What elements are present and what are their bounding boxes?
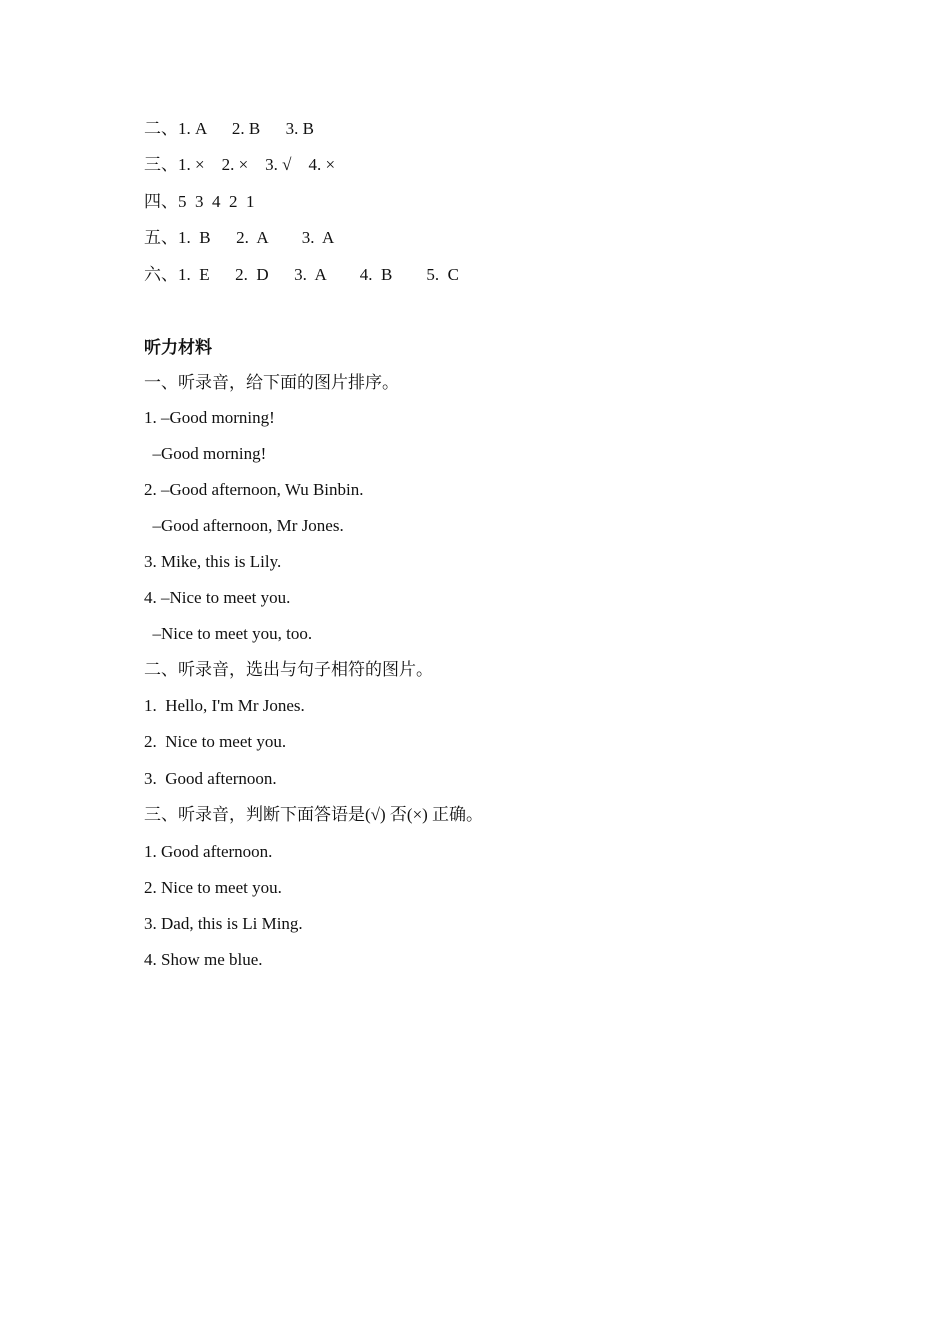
section3-heading: 三、听录音，判断下面答语是(√) 否(×) 正确。 bbox=[144, 805, 484, 824]
section1-line: 3. Mike, this is Lily. bbox=[144, 552, 282, 571]
section1-line: 2. –Good afternoon, Wu Binbin. bbox=[144, 480, 364, 499]
section3-line: 4. Show me blue. bbox=[144, 950, 263, 969]
section1-line: –Nice to meet you, too. bbox=[144, 624, 313, 643]
section2-heading: 二、听录音，选出与句子相符的图片。 bbox=[144, 660, 433, 679]
section1-line: 4. –Nice to meet you. bbox=[144, 588, 291, 607]
section1-line: –Good afternoon, Mr Jones. bbox=[144, 516, 344, 535]
section2-line: 1. Hello, I'm Mr Jones. bbox=[144, 696, 305, 715]
section2-line: 3. Good afternoon. bbox=[144, 769, 277, 788]
section3-line: 3. Dad, this is Li Ming. bbox=[144, 914, 303, 933]
section1-line: 1. –Good morning! bbox=[144, 408, 275, 427]
section1-heading: 一、听录音，给下面的图片排序。 bbox=[144, 373, 399, 392]
answer-line-5: 五、1. B 2. A 3. A bbox=[144, 228, 335, 247]
section3-line: 2. Nice to meet you. bbox=[144, 878, 282, 897]
answer-line-3: 三、1. × 2. × 3. √ 4. × bbox=[144, 155, 336, 174]
listening-title: 听力材料 bbox=[144, 338, 212, 357]
section1-line: –Good morning! bbox=[144, 444, 267, 463]
section2-line: 2. Nice to meet you. bbox=[144, 732, 287, 751]
section3-line: 1. Good afternoon. bbox=[144, 842, 273, 861]
answer-line-4: 四、5 3 4 2 1 bbox=[144, 192, 255, 211]
answer-line-6: 六、1. E 2. D 3. A 4. B 5. C bbox=[144, 265, 459, 284]
answer-line-2: 二、1. A 2. B 3. B bbox=[144, 119, 315, 138]
